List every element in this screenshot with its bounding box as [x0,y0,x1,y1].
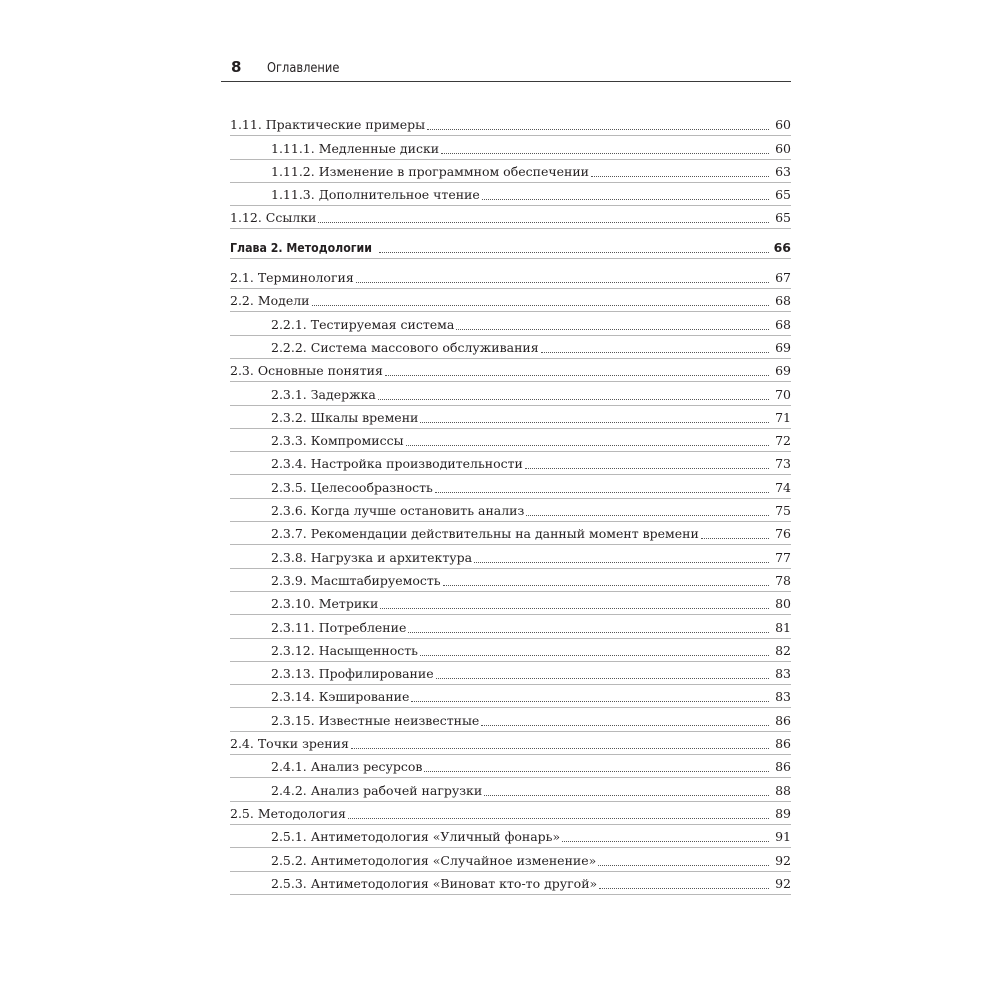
dot-leader [484,795,769,796]
toc-entry-page: 68 [775,293,791,309]
toc-entry-title: 2.5.1. Антиметодология «Уличный фонарь» [271,829,561,845]
toc-entry-page: 86 [775,759,791,775]
dot-leader [420,422,769,423]
toc-entry-page: 69 [775,339,791,355]
toc-entry-page: 77 [775,549,791,565]
toc-entry-page: 83 [775,689,791,705]
dot-leader [351,748,769,749]
toc-entry-title: 2.4.1. Анализ ресурсов [271,759,423,775]
row-rule [230,228,791,229]
toc-entry-title: 2.3.9. Масштабируемость [271,572,441,588]
toc-entry-page: 71 [775,409,791,425]
dot-leader [385,375,769,376]
dot-leader [599,888,769,889]
toc-entry [230,639,791,662]
page-header [221,55,791,82]
toc-entry [230,662,791,685]
dot-leader [482,199,769,200]
toc-entry [230,592,791,615]
dot-leader [591,176,769,177]
dot-leader [408,632,769,633]
toc-entry-page: 86 [775,736,791,752]
toc-entry [230,160,791,183]
toc-entry-title: 2.3.1. Задержка [271,386,376,402]
toc-entry-page: 68 [775,316,791,332]
toc-entry [230,825,791,848]
running-title: Оглавление [267,61,340,76]
toc-entry-page: 88 [775,782,791,798]
toc-entry-title: 2.3.12. Насыщенность [271,642,418,658]
toc-entry-title: 2.3.2. Шкалы времени [271,409,419,425]
toc-entry-page: 69 [775,363,791,379]
dot-leader [525,468,769,469]
toc-entry-title: 2.1. Терминология [230,270,354,286]
row-rule [230,894,791,895]
toc-entry-page: 92 [775,852,791,868]
toc-entry [230,429,791,452]
toc-entry-page: 60 [775,117,791,133]
toc-entry-title: 2.4. Точки зрения [230,736,349,752]
toc-entry-title: 2.3.8. Нагрузка и архитектура [271,549,473,565]
toc-entry-page: 80 [775,596,791,612]
dot-leader [456,329,769,330]
toc-entry-title: 2.5.3. Антиметодология «Виноват кто-то другой» [271,875,598,891]
toc-entry [230,266,791,289]
toc-entry-title: 1.11.2. Изменение в программном обеспечении [271,163,590,179]
toc-entry [230,685,791,708]
toc-entry-title: 2.3.11. Потребление [271,619,407,635]
toc-chapter-entry [230,236,791,259]
toc-entry-title: 2.3.10. Метрики [271,596,379,612]
toc-entry [230,522,791,545]
toc-entry [230,545,791,568]
toc-entry-title: 2.3.7. Рекомендации действительны на данный момент времени [271,526,699,542]
toc-entry-title: Глава 2. Методологии [230,240,372,256]
dot-leader [598,865,769,866]
toc-entry-title: 2.3. Основные понятия [230,363,383,379]
toc-entry [230,475,791,498]
toc-entry-title: 2.3.14. Кэширование [271,689,410,705]
dot-leader [435,492,769,493]
toc-entry-title: 2.3.13. Профилирование [271,666,434,682]
toc-entry [230,615,791,638]
toc-entry [230,382,791,405]
dot-leader [406,445,769,446]
toc-entry [230,136,791,159]
toc-entry-page: 73 [775,456,791,472]
toc-entry-page: 65 [775,187,791,203]
dot-leader [356,282,769,283]
toc-entry-page: 65 [775,210,791,226]
toc-entry-title: 2.3.4. Настройка производительности [271,456,523,472]
dot-leader [441,153,769,154]
toc-entry-title: 1.11.3. Дополнительное чтение [271,187,480,203]
toc-entry-page: 82 [775,642,791,658]
toc-entry-title: 2.5.2. Антиметодология «Случайное изменение» [271,852,597,868]
toc-entry-page: 67 [775,270,791,286]
toc-entry-page: 78 [775,572,791,588]
toc-entry-title: 2.3.3. Компромиссы [271,433,404,449]
toc-entry [230,778,791,801]
toc-entry [230,569,791,592]
toc-entry [230,113,791,136]
toc-entry-title: 2.3.5. Целесообразность [271,479,433,495]
toc-entry-title: 1.11.1. Медленные диски [271,140,440,156]
toc-entry-page: 70 [775,386,791,402]
toc-entry-title: 2.3.6. Когда лучше остановить анализ [271,503,525,519]
toc-entry-page: 63 [775,163,791,179]
dot-leader [701,538,769,539]
toc-entry [230,336,791,359]
dot-leader [436,678,769,679]
toc-entry [230,312,791,335]
toc-entry-title: 2.2.2. Система массового обслуживания [271,339,539,355]
dot-leader [312,305,769,306]
toc-entry-title: 2.4.2. Анализ рабочей нагрузки [271,782,483,798]
toc-entry-page: 89 [775,805,791,821]
dot-leader [526,515,769,516]
toc-entry [230,708,791,731]
row-rule [230,258,791,259]
toc-entry-page: 75 [775,503,791,519]
toc-entry [230,452,791,475]
dot-leader [318,222,769,223]
dot-leader [562,841,769,842]
toc-entry-page: 76 [775,526,791,542]
toc-entry [230,848,791,871]
table-of-contents [230,113,791,895]
toc-entry [230,499,791,522]
toc-entry-page: 72 [775,433,791,449]
toc-entry-page: 66 [773,240,791,256]
dot-leader [427,129,769,130]
dot-leader [380,608,769,609]
page-number: 8 [231,58,242,76]
toc-entry-title: 2.5. Методология [230,805,346,821]
toc-entry [230,732,791,755]
toc-entry-page: 81 [775,619,791,635]
toc-entry-page: 74 [775,479,791,495]
dot-leader [379,252,769,253]
dot-leader [348,818,769,819]
dot-leader [424,771,769,772]
dot-leader [378,399,769,400]
toc-entry [230,206,791,229]
dot-leader [474,562,769,563]
toc-entry-title: 1.11. Практические примеры [230,117,426,133]
toc-entry-page: 60 [775,140,791,156]
toc-entry-title: 2.2. Модели [230,293,310,309]
toc-entry-page: 86 [775,712,791,728]
dot-leader [541,352,769,353]
toc-entry [230,183,791,206]
toc-entry [230,802,791,825]
dot-leader [443,585,769,586]
toc-entry-page: 91 [775,829,791,845]
dot-leader [420,655,769,656]
toc-entry-title: 2.2.1. Тестируемая система [271,316,455,332]
dot-leader [481,725,769,726]
toc-entry-page: 92 [775,875,791,891]
toc-entry [230,359,791,382]
dot-leader [411,701,769,702]
toc-entry [230,755,791,778]
toc-entry-title: 2.3.15. Известные неизвестные [271,712,480,728]
toc-entry [230,872,791,895]
toc-entry [230,289,791,312]
toc-entry-title: 1.12. Ссылки [230,210,317,226]
toc-entry-page: 83 [775,666,791,682]
toc-entry [230,406,791,429]
